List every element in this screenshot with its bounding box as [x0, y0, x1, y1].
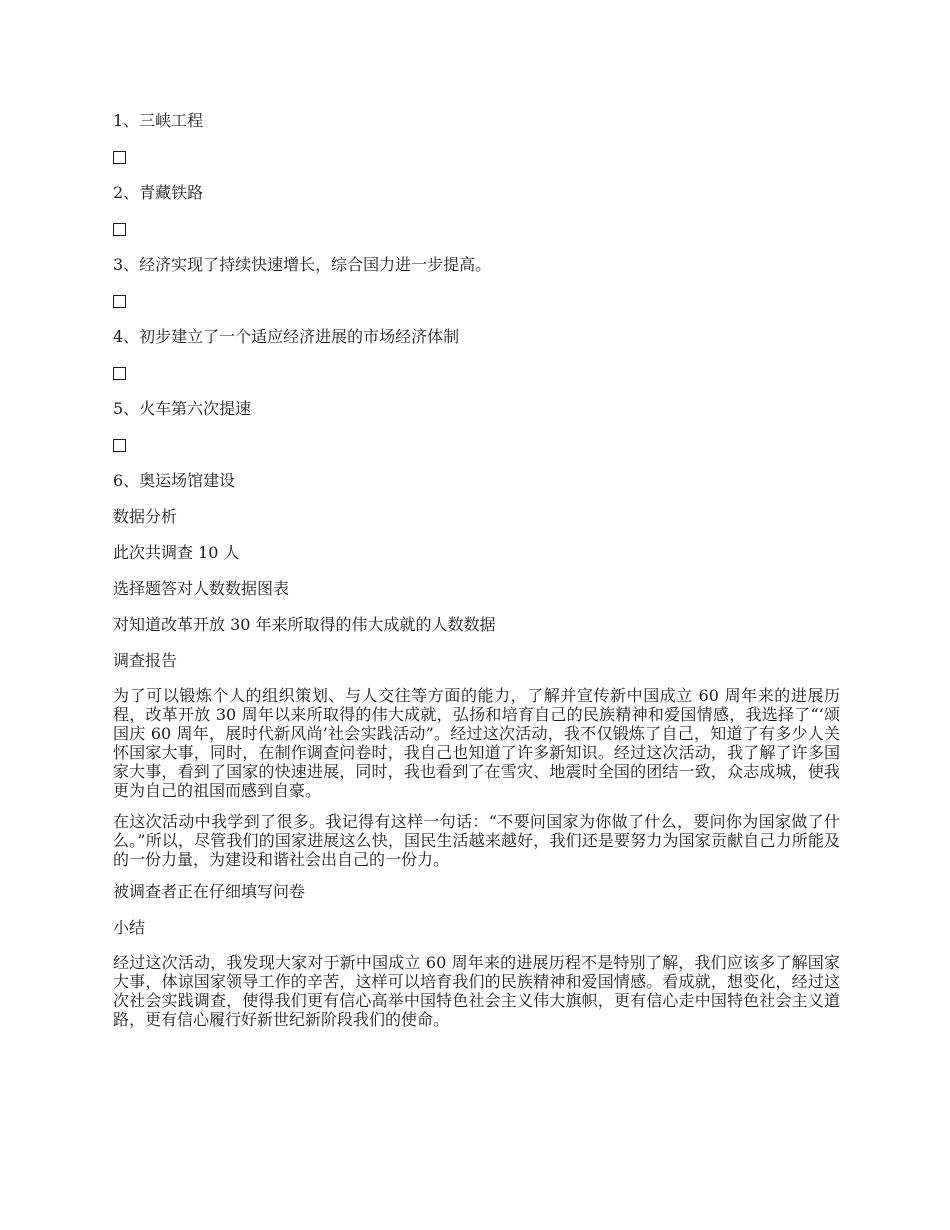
surveyed-count: 此次共调查 10 人	[113, 543, 240, 562]
report-paragraph-1: 为了可以锻炼个人的组织策划、与人交往等方面的能力，了解并宣传新中国成立 60 周年来的进展历程，改革开放 30 周年以来所取得的伟大成就，弘扬和培育自己的民族精神和爱国情感，我选择了“‘颂国庆 60 周年，展时代新风尚’社会实践活动”。经过这次活动，我不仅锻炼了自己，知道了有多少人关怀国家大事，同时，在制作调查问卷时，我自己也知道了许多新知识。经过这次活动，我了解了许多国家大事，看到了国家的快速进展，同时，我也看到了在雪灾、地震时全国的团结一致，众志成城，使我更为自己的祖国而感到自豪。	[113, 686, 840, 800]
checkbox-row-3	[113, 290, 840, 312]
checkbox-row-2	[113, 218, 840, 240]
document-page	[113, 110, 840, 1041]
report-heading: 调查报告	[113, 651, 178, 670]
chart-subtitle: 对知道改革开放 30 年来所取得的伟大成就的人数数据	[113, 615, 496, 634]
photo-caption: 被调查者正在仔细填写问卷	[113, 882, 306, 901]
checkbox-icon[interactable]	[113, 367, 126, 380]
checkbox-row-1	[113, 146, 840, 168]
list-item-5: 5、火车第六次提速	[113, 399, 252, 418]
checkbox-icon[interactable]	[113, 223, 126, 236]
checkbox-icon[interactable]	[113, 151, 126, 164]
checkbox-row-5	[113, 434, 840, 456]
checkbox-icon[interactable]	[113, 439, 126, 452]
list-item-1: 1、三峡工程	[113, 111, 204, 130]
summary-heading: 小结	[113, 918, 146, 937]
list-item-2: 2、青藏铁路	[113, 183, 204, 202]
data-analysis-heading: 数据分析	[113, 507, 178, 526]
list-item-4: 4、初步建立了一个适应经济进展的市场经济体制	[113, 327, 460, 346]
list-item-3: 3、经济实现了持续快速增长，综合国力进一步提高。	[113, 255, 492, 274]
chart-title: 选择题答对人数数据图表	[113, 579, 290, 598]
checkbox-icon[interactable]	[113, 295, 126, 308]
summary-paragraph: 经过这次活动，我发现大家对于新中国成立 60 周年来的进展历程不是特别了解，我们应该多了解国家大事，体谅国家领导工作的辛苦，这样可以培育我们的民族精神和爱国情感。看成就，想变化，经过这次社会实践调查，使得我们更有信心高举中国特色社会主义伟大旗帜，更有信心走中国特色社会主义道路，更有信心履行好新世纪新阶段我们的使命。	[113, 953, 840, 1029]
report-paragraph-2: 在这次活动中我学到了很多。我记得有这样一句话：“不要问国家为你做了什么，要问你为国家做了什么。”所以，尽管我们的国家进展这么快，国民生活越来越好，我们还是要努力为国家贡献自己力所能及的一份力量，为建设和谐社会出自己的一份力。	[113, 812, 840, 869]
checkbox-row-4	[113, 362, 840, 384]
list-item-6: 6、奥运场馆建设	[113, 471, 236, 490]
